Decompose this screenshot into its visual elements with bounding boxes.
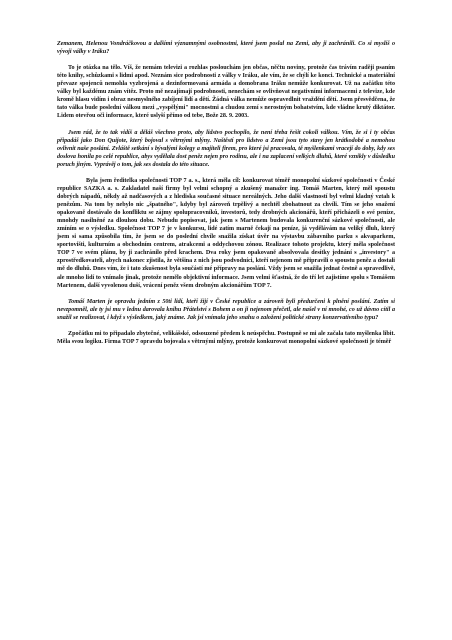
paragraph-3: Jsem rád, že to tak vidíš a děláš všechno proto, aby lidstvo pochopilo, že není třeba řešit cokoli válkou. Vím, že si i ty občas připadáš jako Don Quijote, který bojoval s větrnými mlýny. Naštěstí pro lidstvo a Zemi jsou tyto stavy jen krátkodobé a nemohou ovlivnit naše poslání. Zvláště setkání s bývalými kolegy a majiteli firem, pro které jsi pracovala, tě myšlenkami vracejí do doby, kdy ses doslova honila po celé republice, abys vydělala dost peněz nejen pro rodinu, ale i na zaplacení velkých dluhů, které vznikly v důsledku poruch jiným. Vyprávěj o tom, jak ses dostala do této situace. — [57, 129, 395, 168]
paragraph-5: Tomáš Marten je opravdu jedním z 50ti lidí, kteří žijí v České republice a zároveň byli předurčeni k plnění poslání. Zatím si nevzpomněl, ale ty jsi mu v lednu darovala knihu Přátelství s Bohem a on ji nejenom přečetl, ale našel v ní mnohé, co už dávno cítil a snažil se realizovat, i když s výsledkem, jaký známe. Jak jsi vnímala jeho snahu o založení politické strany konzervativního typu? — [57, 298, 395, 321]
paragraph-2: To je otázka na tělo. Víš, že nemám televizi a rozhlas poslouchám jen občas, něčtu noviny, protože čas trávím raději psaním této knihy, schůzkami s lidmi apod. Neznám sice podrobnosti z války v Iráku, ale vím, že se chýlí ke konci. Technické a materiální převaze spojenců nemohla vyzbrojená a dezinformovaná armáda a domobrana Iráku nemůže konkurovat. Už na začátku této války byl každému znám vítěz. Proto mě nezajímají podrobnosti, nenechám se ovlivňovat negativními informacemi z televize, kde kromě hlasu vidím i obraz nesmyslného zabíjení lidí a dětí. Žádná válka nemůže ospravedlnit vraždění dětí. Jsem přesvědčena, že tato válka bude poslední válkou mezi „vyspělými" mocnostmi a chudou zemí s nerostným bohatstvím, kde vládne krutý diktátor. Lidem otevřou oči informace, které uslyší přímo od tebe, Bože 28. 9. 2003. — [57, 65, 395, 120]
paragraph-6: Zpočátku mi to připadalo zbytečné, velikášské, odsouzené předem k neúspěchu. Postupně se mi ale začala tato myšlenka líbit. Měla svou logiku. Firma TOP 7 opravdu bojovala s větrnými mlýny, protože konkurovat monopolní sázkové společnosti je téměř — [57, 330, 395, 345]
paragraph-1: Zemanem, Helenou Vondráčkovou a dalšími významnými osobnostmi, které jsem poslal na Zemi, aby ji zachránili. Co si myslíš o vývoji války v Iráku? — [57, 41, 395, 56]
paragraph-4: Byla jsem ředitelka společnosti TOP 7 a. s., která měla cíl: konkurovat téměř monopolní sázkové společnosti v České republice SAZKA a. s. Zakladatel naší firmy byl velmi schopný a zkušený manažer ing. Tomáš Marten, který měl spoustu dobrých nápadů, někdy až nadčasových a z hlediska současné situace nereálných. Jeho další vlastností byl velmi kladný vztah k penězům. Na tom by nebylo nic „špatného", kdyby byl zároveň trpělivý a nechtěl zbohatnout za chvíli. Tím se jeho snažení opakovaně dostávalo do konfliktu se zájmy spolupracovníků, investorů, tedy drobných akcionářů, kteří přicházeli o své peníze, mnohdy nasilněné za dlouhou dobu. Nebudu popisovat, jak jsem s Martenem budovala konkurenční sázkové společnosti, ale zmíním se o výsledku. Společnost TOP 7 je v konkursu, lidé zatím marně čekají na peníze, já vydělávám na veliký dluh, který jsem si sama způsobila tím, že jsem se do poslední chvíle snažila získat úvěr na výstavbu zábavního parku s akvaparkem, sportovišti, kulturním a obchodním centrem, atrakcemi a oddychovou zónou. Realizace tohoto projektu, který měla společnost TOP 7 ve svém plánu, by ji zachránilo před krachem. Dva roky jsem opakovaně absolvovala desítky jednání s „investory" a zprostředkovateli, abych nakonec zjistila, že většina z nich jsou podvodníci, kteří nejenom mě připravili o spoustu peněz a dostali mě do dluhů. Dnes vím, že i tato zkušenost byla součástí mé přípravy na poslání. Vždy jsem se snažila jednat čestně a spravedlivě, ale mnoho lidí to vnímalo jinak, protože nemělo objektivní informace. Jsem velmi šťastná, že do tří let zajistíme spolu s Tomášem Martenem, další vyvolenou duší, vrácení peněz všem drobným akcionářům TOP 7. — [57, 177, 395, 289]
